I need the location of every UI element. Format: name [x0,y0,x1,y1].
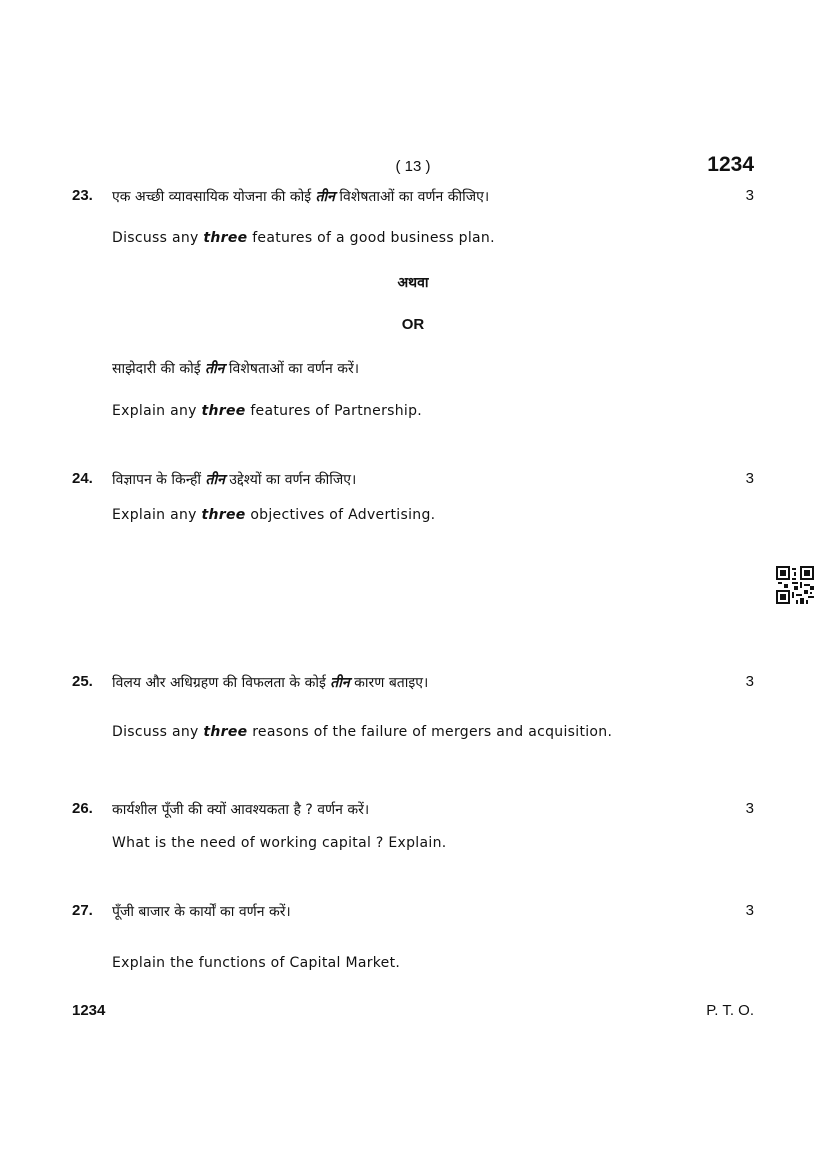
question-hindi: कार्यशील पूँजी की क्यों आवश्यकता है ? वर्णन करें। [112,802,370,818]
english-text: reasons of the failure of mergers and acquisition. [247,724,613,740]
hindi-emphasis: तीन [205,361,225,377]
english-emphasis: three [203,230,248,246]
question-english [112,507,435,523]
question-english: What is the need of working capital ? Explain. [112,835,447,851]
question-hindi [112,673,428,692]
english-emphasis: three [201,403,246,419]
qr-code-icon [776,566,814,604]
hindi-text: विलय और अधिग्रहण की विफलता के कोई [112,675,331,691]
english-emphasis: three [203,724,248,740]
hindi-text: कारण बताइए। [349,675,429,691]
question-english: Explain the functions of Capital Market. [112,955,401,971]
english-text: Discuss any [112,230,204,246]
question-hindi [112,359,359,378]
hindi-text: एक अच्छी व्यावसायिक योजना की कोई [112,189,316,205]
question-english [112,724,612,740]
question-number: 26. [72,800,93,817]
question-marks: 3 [745,187,754,204]
question-hindi [112,187,489,206]
question-marks: 3 [745,902,754,919]
english-text: Discuss any [112,724,204,740]
english-text: objectives of Advertising. [245,507,436,523]
english-text: features of Partnership. [245,403,423,419]
english-text: Explain any [112,507,202,523]
paper-code-header: 1234 [707,153,754,176]
question-hindi: पूँजी बाजार के कार्यों का वर्णन करें। [112,904,291,920]
paper-code-footer: 1234 [72,1002,106,1019]
question-hindi [112,470,356,489]
page-number: ( 13 ) [395,158,431,175]
english-text: features of a good business plan. [247,230,495,246]
or-english: OR [401,316,425,333]
question-english [112,230,495,246]
hindi-text: विज्ञापन के किन्हीं [112,472,206,488]
hindi-emphasis: तीन [205,472,225,488]
question-number: 24. [72,470,93,487]
question-marks: 3 [745,470,754,487]
question-number: 25. [72,673,93,690]
hindi-text: विशेषताओं का वर्णन कीजिए। [334,189,490,205]
hindi-emphasis: तीन [330,675,350,691]
question-number: 27. [72,902,93,919]
hindi-text: उद्देश्यों का वर्णन कीजिए। [224,472,357,488]
hindi-text: विशेषताओं का वर्णन करें। [224,361,360,377]
hindi-emphasis: तीन [315,189,335,205]
question-english [112,403,422,419]
question-number: 23. [72,187,93,204]
question-marks: 3 [745,800,754,817]
hindi-text: साझेदारी की कोई [112,361,206,377]
or-hindi: अथवा [397,275,429,291]
english-emphasis: three [201,507,246,523]
pto-label: P. T. O. [706,1002,754,1019]
english-text: Explain any [112,403,202,419]
question-marks: 3 [745,673,754,690]
